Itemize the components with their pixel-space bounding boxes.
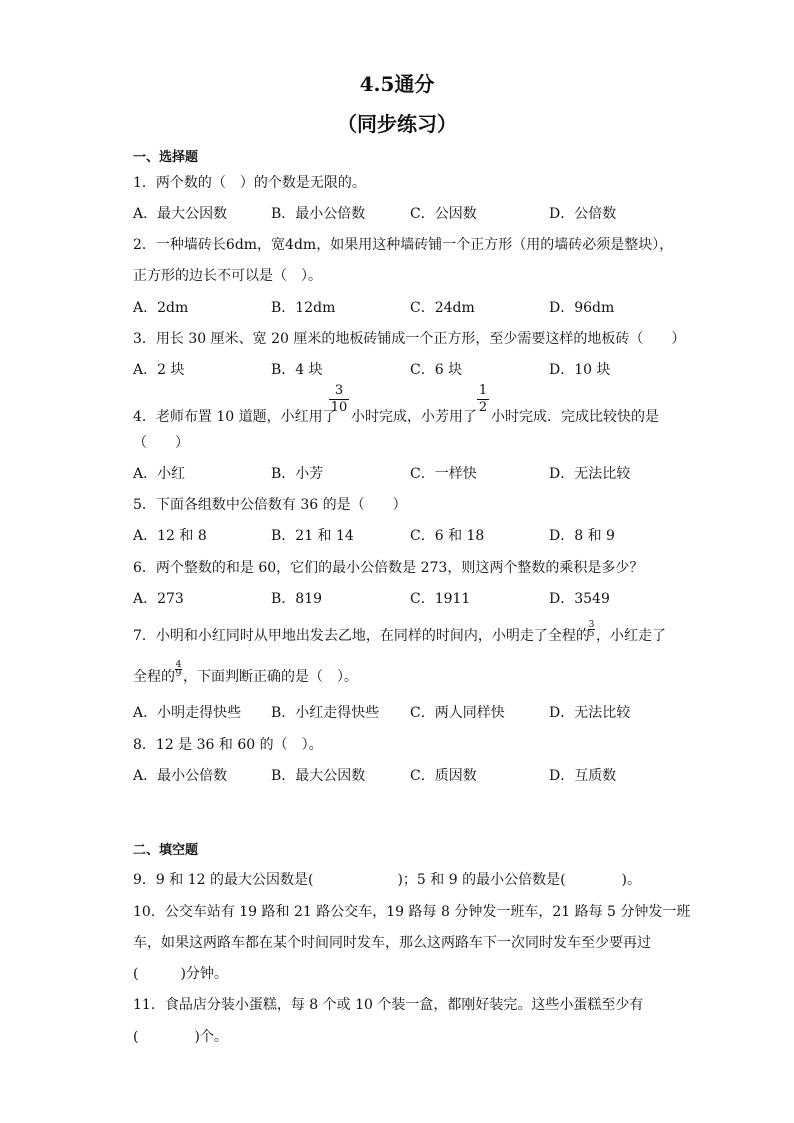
question-4-option-c: C．一样快 [410,466,477,482]
question-7-stem-part3: 全程的 [133,669,175,685]
question-3-option-b: B．4 块 [271,362,323,378]
question-4-stem-part2: 小时完成，小芳用了 [351,409,477,425]
fraction-1-denominator: 10 [330,400,348,415]
question-8-stem: 8．12 是 36 和 60 的（ ）。 [133,737,323,753]
question-6-option-d: D．3549 [549,591,610,607]
section-heading-choice: 一、选择题 [133,150,199,165]
question-4-stem-part1: 4．老师布置 10 道题，小红用了 [133,409,337,425]
question-7-stem-part4: ，下面判断正确的是（ ）。 [183,669,358,685]
question-5-option-d: D．8 和 9 [549,528,615,544]
question-7-stem-part2: ，小红走了 [596,628,666,644]
question-6-stem: 6．两个整数的和是 60，它们的最小公倍数是 273，则这两个整数的乘积是多少？ [133,560,644,576]
question-2-stem-line1: 2．一种墙砖长6dm，宽4dm，如果用这种墙砖铺一个正方形（用的墙砖必须是整块）， [133,237,674,253]
question-1-option-b: B．最小公倍数 [271,206,366,222]
question-3-option-d: D．10 块 [549,362,611,378]
q7-fraction-1-numerator: 3 [588,620,595,630]
question-1-option-d: D．公倍数 [549,206,617,222]
question-4-option-d: D．无法比较 [549,466,631,482]
question-7-fraction-1 [588,621,595,638]
question-3-option-c: C．6 块 [410,362,463,378]
question-4-stem-line2: （ ） [133,435,189,451]
question-2-option-a: A．2dm [133,300,189,316]
question-3-option-a: A．2 块 [133,362,185,378]
page-subtitle: （同步练习） [337,112,457,136]
question-5-option-a: A．12 和 8 [133,528,207,544]
question-9-stem: 9．9 和 12 的最大公因数是( )；5 和 9 的最小公倍数是( )。 [133,872,641,888]
question-6-option-c: C．1911 [410,591,471,607]
question-8-option-c: C．质因数 [410,768,477,784]
question-7-option-a: A．小明走得快些 [133,705,242,721]
question-1-stem: 1．两个数的（ ）的个数是无限的。 [133,175,366,191]
question-11-line1: 11．食品店分装小蛋糕，每 8 个或 10 个装一盒，都刚好装完。这些小蛋糕至少有 [133,997,644,1013]
question-2-option-d: D．96dm [549,300,615,316]
question-5-option-b: B．21 和 14 [271,528,354,544]
question-7-option-b: B．小红走得快些 [271,705,380,721]
page-title: 4.5通分 [359,72,435,96]
question-2-stem-line2: 正方形的边长不可以是（ ）。 [133,268,322,284]
question-6-option-a: A．273 [133,591,184,607]
section-heading-fill-in: 二、填空题 [133,843,199,858]
fraction-2-denominator: 2 [478,400,488,415]
question-6-option-b: B．819 [271,591,323,607]
question-7-stem-part1: 7．小明和小红同时从甲地出发去乙地，在同样的时间内，小明走了全程的 [133,628,590,644]
question-4-fraction-2 [477,384,489,415]
question-7-fraction-2 [175,661,182,678]
question-11-line2: ( )个。 [133,1029,228,1045]
question-8-option-b: B．最大公因数 [271,768,366,784]
question-10-line3: ( )分钟。 [133,966,228,982]
q7-fraction-2-denominator: 9 [175,669,182,679]
fraction-1-numerator: 3 [334,383,344,398]
question-4-option-a: A．小红 [133,466,186,482]
question-1-option-c: C．公因数 [410,206,477,222]
question-10-line1: 10．公交车站有 19 路和 21 路公交车，19 路每 8 分钟发一班车，21 路每 5 分钟发一班 [133,904,691,920]
question-1-option-a: A．最大公因数 [133,206,228,222]
question-5-option-c: C．6 和 18 [410,528,485,544]
question-5-stem: 5．下面各组数中公倍数有 36 的是（ ） [133,497,407,513]
question-8-option-d: D．互质数 [549,768,617,784]
fraction-2-numerator: 1 [478,383,488,398]
q7-fraction-1-denominator: 5 [588,629,595,639]
question-7-option-c: C．两人同样快 [410,705,505,721]
question-10-line2: 车，如果这两路车都在某个时间同时发车，那么这两路车下一次同时发车至少要再过 [133,935,651,951]
q7-fraction-2-numerator: 4 [175,660,182,670]
question-2-option-b: B．12dm [271,300,336,316]
question-3-stem: 3．用长 30 厘米、宽 20 厘米的地板砖铺成一个正方形，至少需要这样的地板砖（ ） [133,331,686,347]
question-8-option-a: A．最小公倍数 [133,768,228,784]
question-4-fraction-1 [329,384,349,415]
question-7-option-d: D．无法比较 [549,705,631,721]
question-4-stem-part3: 小时完成．完成比较快的是 [491,409,659,425]
question-4-option-b: B．小芳 [271,466,324,482]
question-2-option-c: C．24dm [410,300,475,316]
